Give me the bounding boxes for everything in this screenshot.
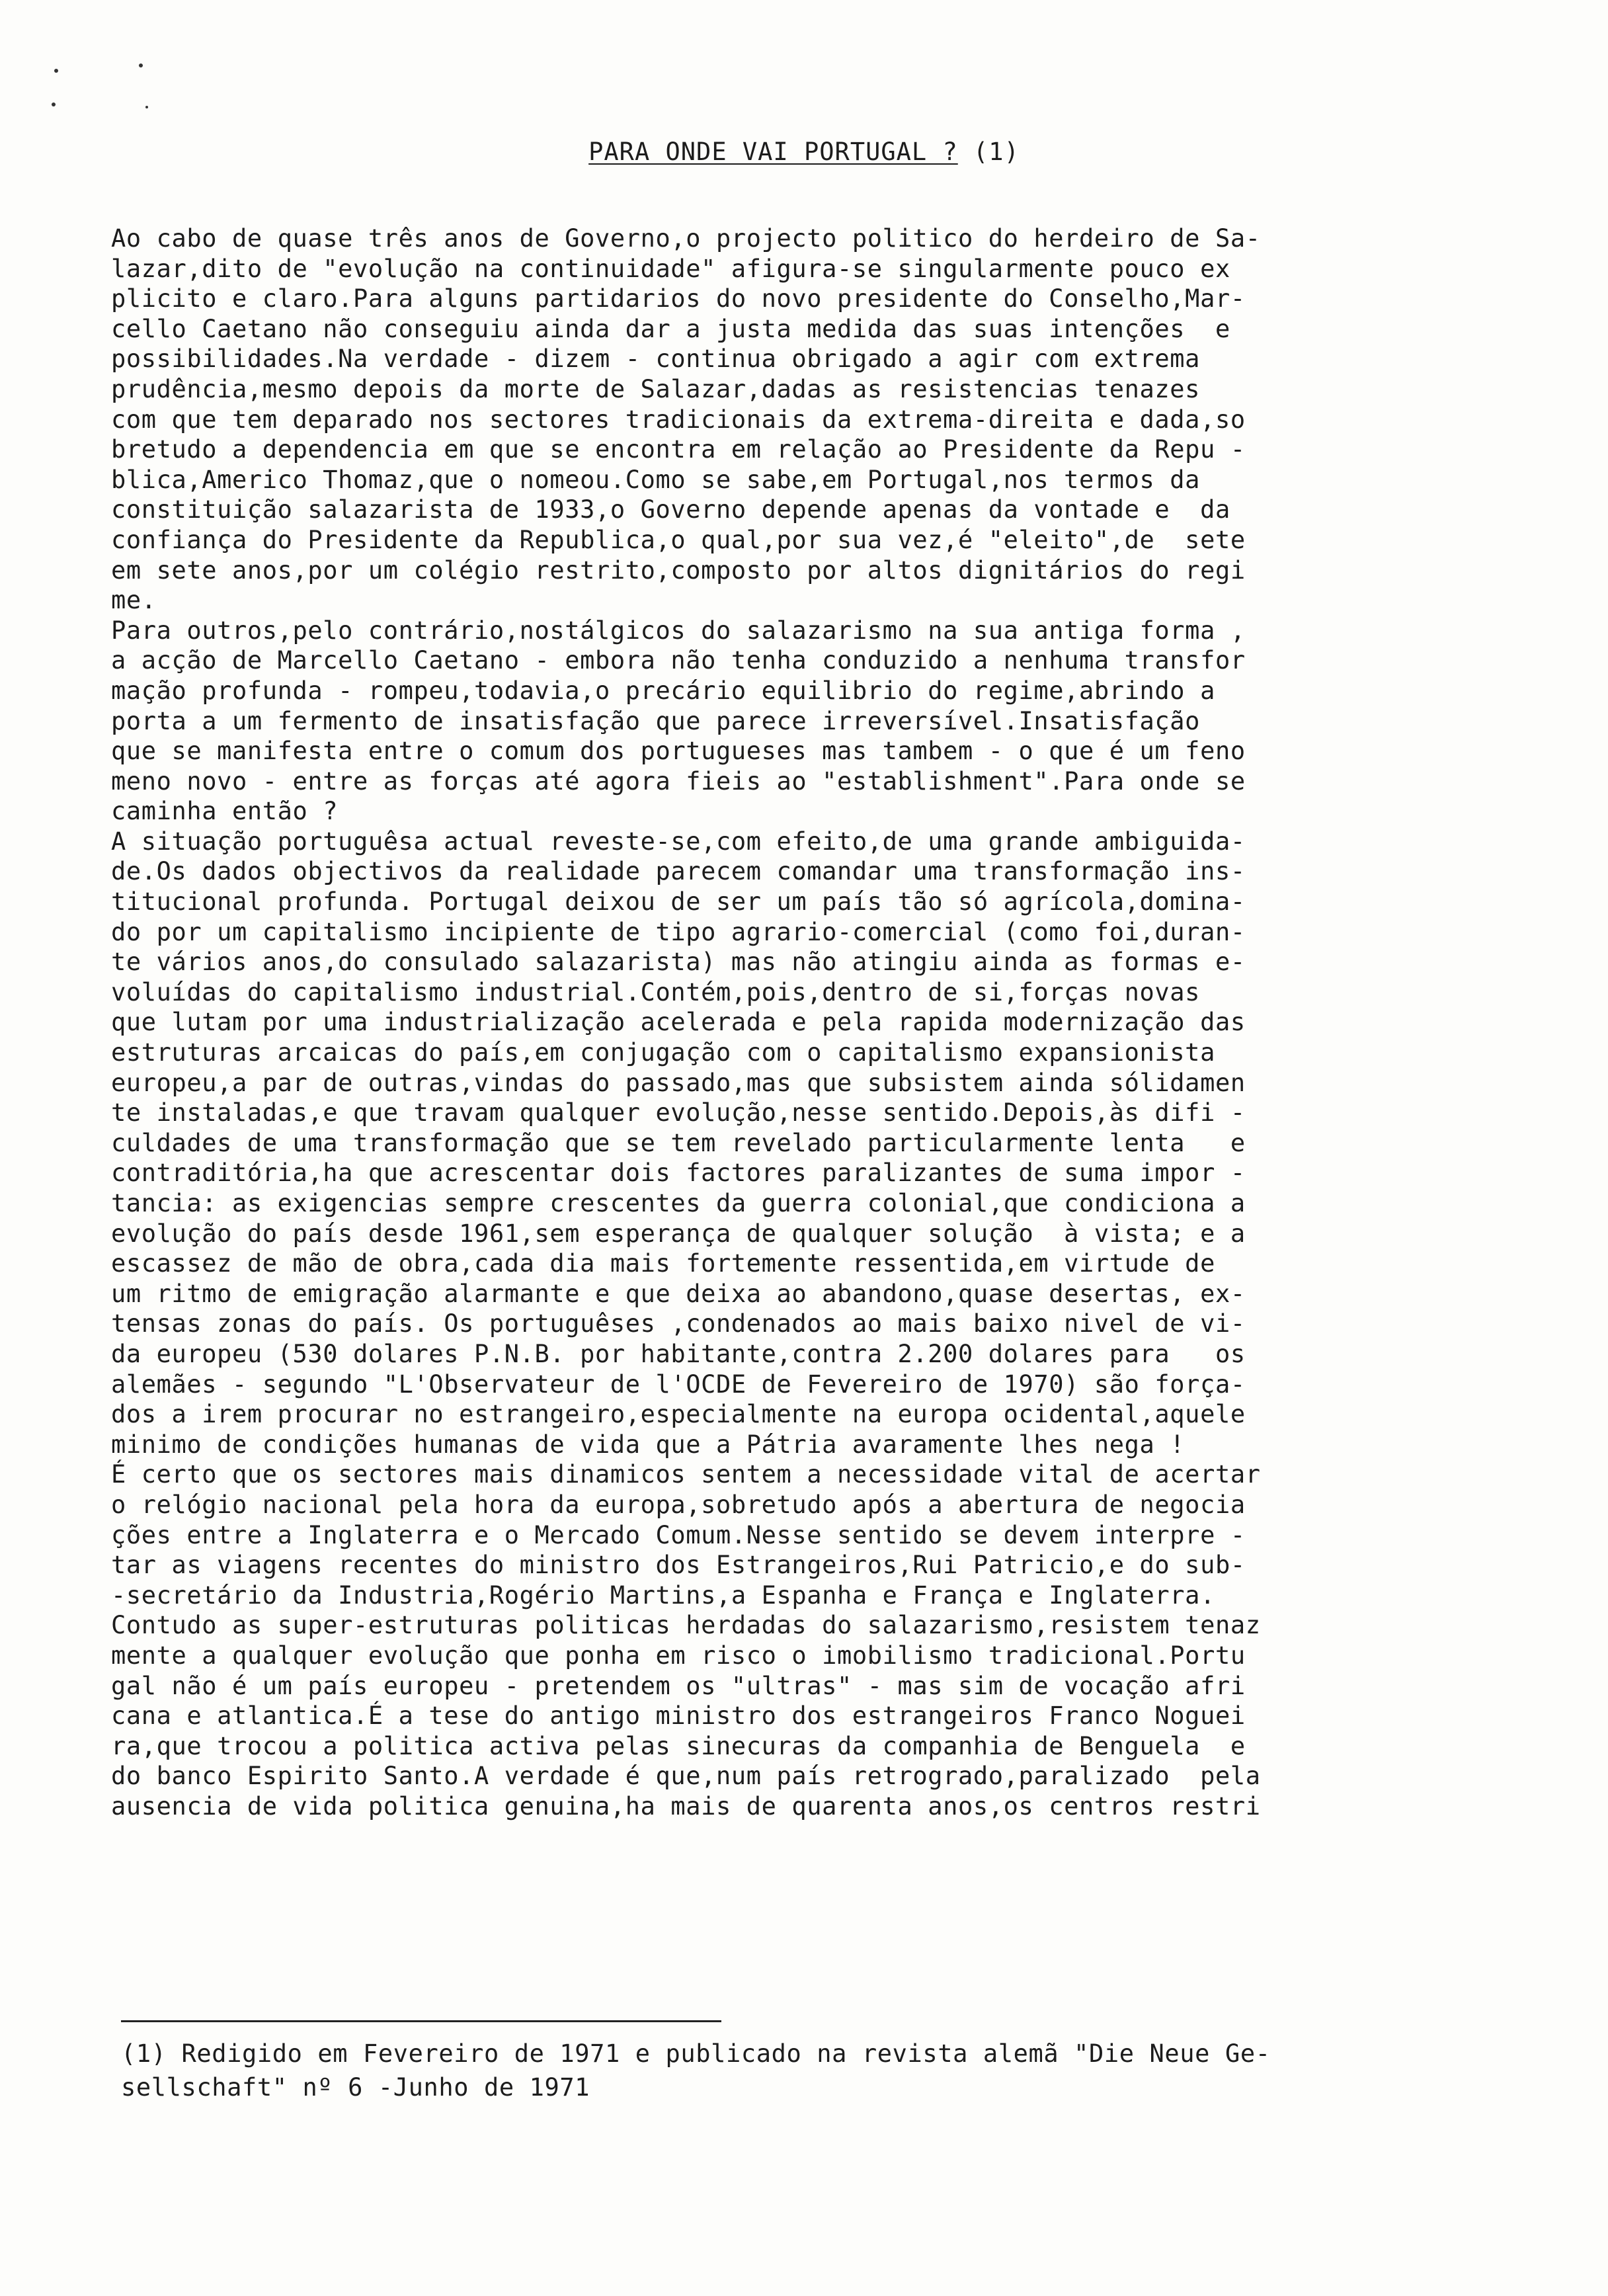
title-footnote-marker: (1) <box>973 138 1020 166</box>
text-line: mação profunda - rompeu,todavia,o precário equilibrio do regime,abrindo a <box>111 676 1215 705</box>
footnote-line: sellschaft" nº 6 -Junho de 1971 <box>121 2073 590 2102</box>
ink-speck <box>145 106 148 108</box>
text-line: titucional profunda. Portugal deixou de ser um país tão só agrícola,domina- <box>111 887 1246 917</box>
text-line: caminha então ? <box>111 797 339 826</box>
text-line: estruturas arcaicas do país,em conjugação com o capitalismo expansionista <box>111 1038 1215 1067</box>
text-line: gal não é um país europeu - pretendem os "ultras" - mas sim de vocação afri <box>111 1671 1246 1700</box>
text-line: evolução do país desde 1961,sem esperança de qualquer solução à vista; e a <box>111 1219 1246 1248</box>
text-line: alemães - segundo "L'Observateur de l'OCDE de Fevereiro de 1970) são força- <box>111 1370 1246 1399</box>
text-line: contraditória,ha que acrescentar dois factores paralizantes de suma impor - <box>111 1159 1246 1188</box>
text-line: tensas zonas do país. Os portuguêses ,condenados ao mais baixo nivel de vi- <box>111 1309 1246 1338</box>
ink-speck <box>54 69 58 73</box>
text-line: europeu,a par de outras,vindas do passado,mas que subsistem ainda sólidamen <box>111 1068 1246 1097</box>
text-line: a acção de Marcello Caetano - embora não tenha conduzido a nenhuma transfor <box>111 646 1246 675</box>
text-line: -secretário da Industria,Rogério Martins,a Espanha e França e Inglaterra. <box>111 1580 1215 1610</box>
text-line: ra,que trocou a politica activa pelas sinecuras da companhia de Benguela e <box>111 1731 1246 1760</box>
text-line: te vários anos,do consulado salazarista) mas não atingiu ainda as formas e- <box>111 948 1246 977</box>
text-line: Para outros,pelo contrário,nostálgicos do salazarismo na sua antiga forma , <box>111 616 1246 645</box>
text-line: tar as viagens recentes do ministro dos Estrangeiros,Rui Patricio,e do sub- <box>111 1551 1246 1580</box>
text-line: minimo de condições humanas de vida que a Pátria avaramente lhes nega ! <box>111 1430 1186 1459</box>
text-line: ções entre a Inglaterra e o Mercado Comum.Nesse sentido se devem interpre - <box>111 1520 1246 1549</box>
text-line: voluídas do capitalismo industrial.Contém,pois,dentro de si,forças novas <box>111 977 1201 1006</box>
text-line: que se manifesta entre o comum dos portugueses mas tambem - o que é um feno <box>111 737 1246 766</box>
text-line: plicito e claro.Para alguns partidarios do novo presidente do Conselho,Mar- <box>111 284 1246 313</box>
text-line: cello Caetano não conseguiu ainda dar a justa medida das suas intenções e <box>111 314 1230 343</box>
text-line: tancia: as exigencias sempre crescentes da guerra colonial,que condiciona a <box>111 1189 1246 1217</box>
text-line: meno novo - entre as forças até agora fieis ao "establishment".Para onde se <box>111 766 1246 796</box>
text-line: Contudo as super-estruturas politicas herdadas do salazarismo,resistem tenaz <box>111 1611 1261 1640</box>
text-line: que lutam por uma industrialização acelerada e pela rapida modernização das <box>111 1008 1246 1037</box>
text-line: cana e atlantica.É a tese do antigo ministro dos estrangeiros Franco Noguei <box>111 1702 1246 1731</box>
text-line: o relógio nacional pela hora da europa,sobretudo após a abertura de negocia <box>111 1490 1246 1519</box>
text-line: A situação portuguêsa actual reveste-se,com efeito,de uma grande ambiguida- <box>111 827 1246 856</box>
text-line: porta a um fermento de insatisfação que parece irreversível.Insatisfação <box>111 706 1201 735</box>
text-line: um ritmo de emigração alarmante e que deixa ao abandono,quase desertas, ex- <box>111 1279 1246 1308</box>
ink-speck <box>52 102 56 106</box>
text-line: constituição salazarista de 1933,o Governo depende apenas da vontade e da <box>111 495 1230 524</box>
text-line: de.Os dados objectivos da realidade parecem comandar uma transformação ins- <box>111 857 1246 886</box>
text-line: da europeu (530 dolares P.N.B. por habitante,contra 2.200 dolares para os <box>111 1339 1246 1368</box>
document-title <box>0 136 1608 169</box>
text-line: escassez de mão de obra,cada dia mais fortemente ressentida,em virtude de <box>111 1249 1215 1278</box>
text-line: Ao cabo de quase três anos de Governo,o projecto politico do herdeiro de Sa- <box>111 224 1261 253</box>
text-line: mente a qualquer evolução que ponha em risco o imobilismo tradicional.Portu <box>111 1641 1246 1670</box>
footnote <box>121 2037 1457 2104</box>
text-line: lazar,dito de "evolução na continuidade" afigura-se singularmente pouco ex <box>111 254 1230 283</box>
text-line: te instaladas,e que travam qualquer evolução,nesse sentido.Depois,às difi - <box>111 1098 1246 1128</box>
footnote-line: (1) Redigido em Fevereiro de 1971 e publicado na revista alemã "Die Neue Ge- <box>121 2039 1271 2068</box>
text-line: É certo que os sectores mais dinamicos sentem a necessidade vital de acertar <box>111 1460 1261 1489</box>
text-line: dos a irem procurar no estrangeiro,especialmente na europa ocidental,aquele <box>111 1400 1246 1429</box>
text-line: do por um capitalismo incipiente de tipo agrario-comercial (como foi,duran- <box>111 917 1246 946</box>
text-line: ausencia de vida politica genuina,ha mais de quarenta anos,os centros restri <box>111 1791 1261 1821</box>
text-line: prudência,mesmo depois da morte de Salazar,dadas as resistencias tenazes <box>111 374 1201 403</box>
title-text: PARA ONDE VAI PORTUGAL ? <box>588 138 958 166</box>
text-line: com que tem deparado nos sectores tradicionais da extrema-direita e dada,so <box>111 405 1246 434</box>
text-line: do banco Espirito Santo.A verdade é que,num país retrogrado,paralizado pela <box>111 1762 1261 1791</box>
text-line: blica,Americo Thomaz,que o nomeou.Como se sabe,em Portugal,nos termos da <box>111 465 1201 494</box>
text-line: confiança do Presidente da Republica,o qual,por sua vez,é "eleito",de sete <box>111 525 1246 554</box>
text-line: possibilidades.Na verdade - dizem - continua obrigado a agir com extrema <box>111 345 1201 374</box>
footnote-separator <box>121 2020 721 2022</box>
body-text <box>111 224 1460 1821</box>
ink-speck <box>139 63 143 67</box>
text-line: culdades de uma transformação que se tem revelado particularmente lenta e <box>111 1128 1246 1157</box>
text-line: bretudo a dependencia em que se encontra em relação ao Presidente da Repu - <box>111 435 1246 464</box>
text-line: em sete anos,por um colégio restrito,composto por altos dignitários do regi <box>111 555 1246 585</box>
text-line: me. <box>111 586 157 615</box>
